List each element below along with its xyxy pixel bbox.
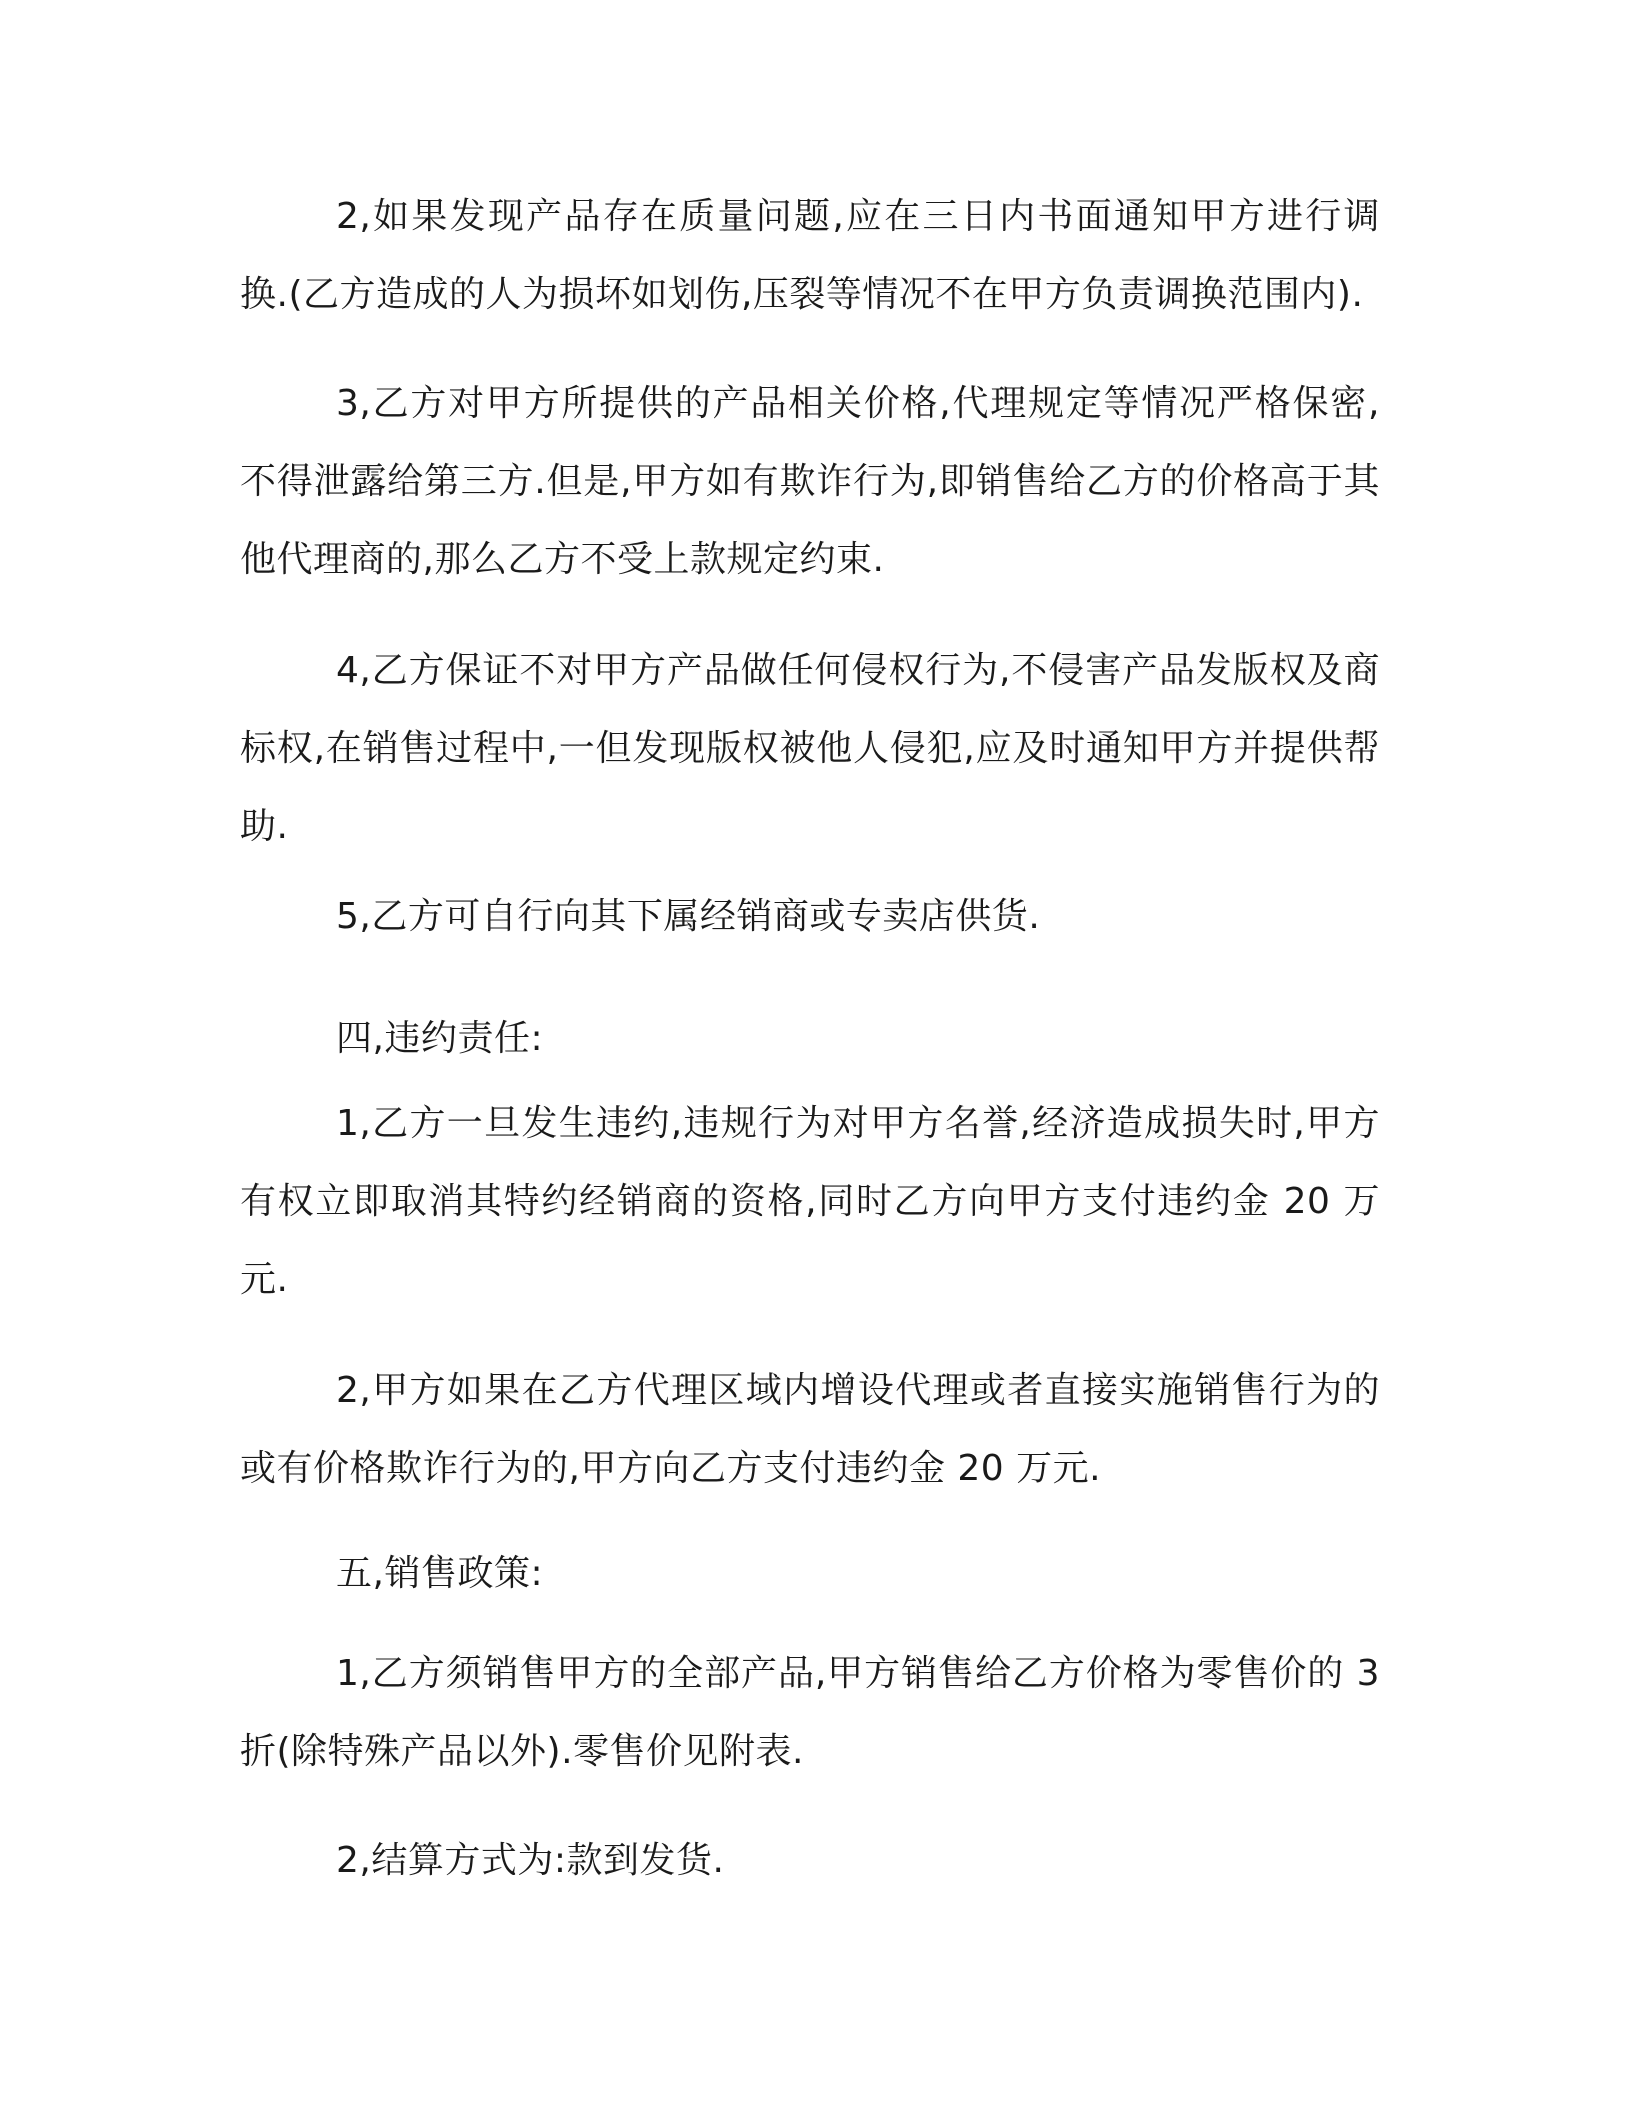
paragraph-settlement: 2,结算方式为:款到发货. — [336, 1840, 725, 1881]
paragraph-confidentiality: 3,乙方对甲方所提供的产品相关价格,代理规定等情况严格保密,不得泄露给第三方.但是,甲方如有欺诈行为,即销售给乙方的价格高于其他代理商的,那么乙方不受上款规定约束. — [240, 383, 1380, 580]
paragraph-infringement: 4,乙方保证不对甲方产品做任何侵权行为,不侵害产品发版权及商标权,在销售过程中,一但发现版权被他人侵犯,应及时通知甲方并提供帮助. — [240, 650, 1380, 847]
section-heading-breach: 四,违约责任: — [336, 1018, 544, 1059]
paragraph-breach-party-a: 2,甲方如果在乙方代理区域内增设代理或者直接实施销售行为的或有价格欺诈行为的,甲方向乙方支付违约金 20 万元. — [240, 1370, 1380, 1489]
paragraph-pricing: 1,乙方须销售甲方的全部产品,甲方销售给乙方价格为零售价的 3 折(除特殊产品以外).零售价见附表. — [240, 1653, 1380, 1772]
paragraph-supply: 5,乙方可自行向其下属经销商或专卖店供货. — [336, 896, 1041, 937]
paragraph-quality-issue: 2,如果发现产品存在质量问题,应在三日内书面通知甲方进行调换.(乙方造成的人为损坏如划伤,压裂等情况不在甲方负责调换范围内). — [240, 196, 1380, 315]
section-heading-sales-policy: 五,销售政策: — [336, 1553, 544, 1594]
paragraph-breach-party-b: 1,乙方一旦发生违约,违规行为对甲方名誉,经济造成损失时,甲方有权立即取消其特约经销商的资格,同时乙方向甲方支付违约金 20 万元. — [240, 1103, 1380, 1300]
